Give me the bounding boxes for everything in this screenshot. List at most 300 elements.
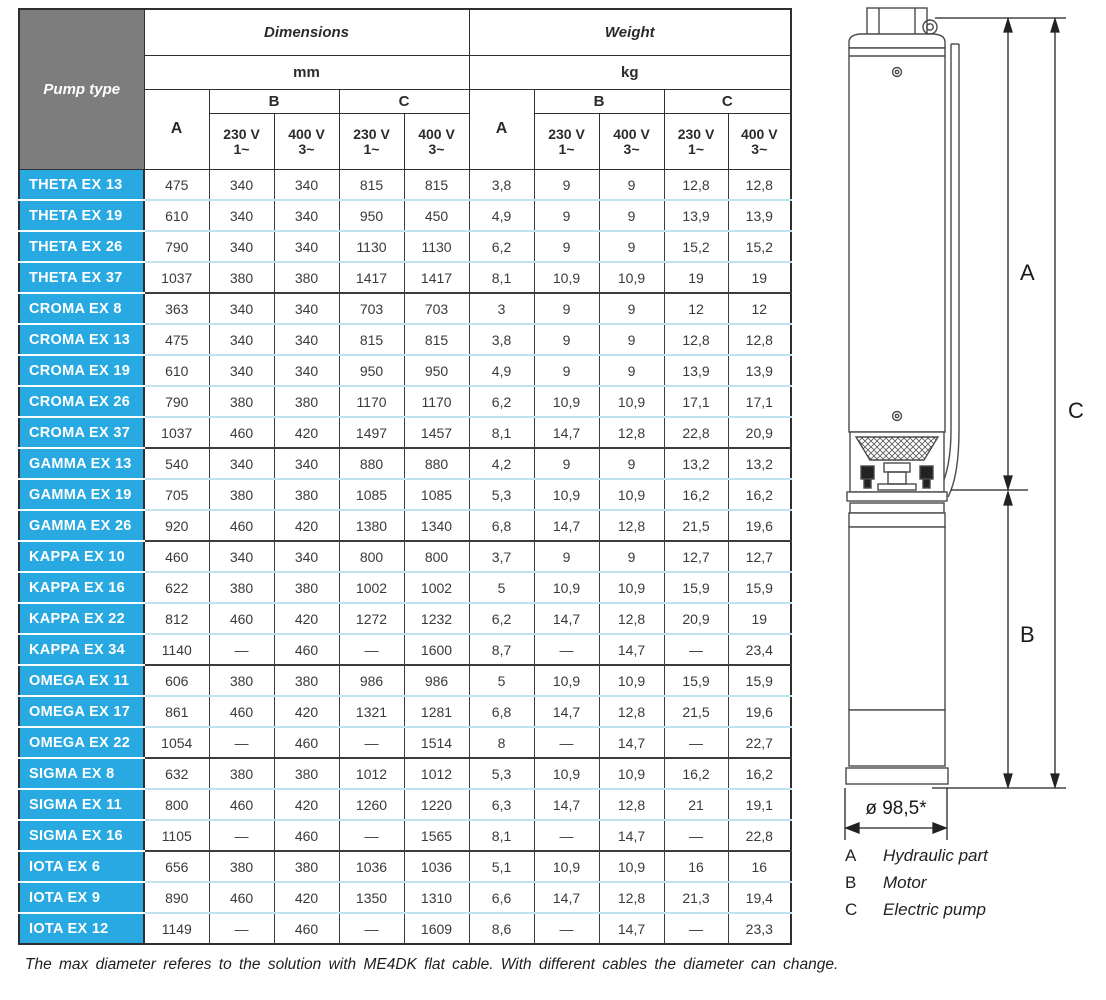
value-cell: 340 xyxy=(209,448,274,479)
value-cell: 380 xyxy=(274,665,339,696)
value-cell: 475 xyxy=(144,170,209,201)
value-cell: 15,2 xyxy=(664,231,728,262)
pump-type-cell: KAPPA EX 22 xyxy=(19,603,144,634)
value-cell: 1036 xyxy=(404,851,469,882)
table-row xyxy=(19,448,791,479)
value-cell: 12,8 xyxy=(599,789,664,820)
value-cell: 1260 xyxy=(339,789,404,820)
value-cell: 4,9 xyxy=(469,200,534,231)
value-cell: 540 xyxy=(144,448,209,479)
pump-type-cell: KAPPA EX 16 xyxy=(19,572,144,603)
value-cell: 1417 xyxy=(404,262,469,293)
value-cell: 8,6 xyxy=(469,913,534,944)
value-cell: 15,9 xyxy=(664,665,728,696)
value-cell: — xyxy=(209,913,274,944)
value-cell: 420 xyxy=(274,510,339,541)
phase-value: 1~ xyxy=(363,140,380,157)
value-cell: 986 xyxy=(339,665,404,696)
value-cell: 1321 xyxy=(339,696,404,727)
value-cell: 10,9 xyxy=(534,851,599,882)
value-cell: — xyxy=(534,634,599,665)
pump-type-cell: SIGMA EX 11 xyxy=(19,789,144,820)
value-cell: 1514 xyxy=(404,727,469,758)
pump-type-cell: OMEGA EX 22 xyxy=(19,727,144,758)
value-cell: 340 xyxy=(274,541,339,572)
value-cell: 10,9 xyxy=(599,386,664,417)
value-cell: 3,8 xyxy=(469,170,534,201)
value-cell: 16 xyxy=(664,851,728,882)
pump-type-cell: THETA EX 19 xyxy=(19,200,144,231)
value-cell: 8,1 xyxy=(469,417,534,448)
value-cell: 656 xyxy=(144,851,209,882)
value-cell: 15,9 xyxy=(664,572,728,603)
value-cell: 20,9 xyxy=(728,417,791,448)
dim-b-label: B xyxy=(1020,622,1035,647)
table-row xyxy=(19,541,791,572)
value-cell: 17,1 xyxy=(664,386,728,417)
value-cell: 19,4 xyxy=(728,882,791,913)
legend-key: C xyxy=(845,900,858,919)
value-cell: 380 xyxy=(274,851,339,882)
table-row xyxy=(19,758,791,789)
weight-a-header: A xyxy=(469,90,534,170)
value-cell: 800 xyxy=(339,541,404,572)
value-cell: 460 xyxy=(209,417,274,448)
value-cell: 622 xyxy=(144,572,209,603)
value-cell: 1130 xyxy=(404,231,469,262)
value-cell: 9 xyxy=(599,200,664,231)
value-cell: 9 xyxy=(534,355,599,386)
value-cell: 450 xyxy=(404,200,469,231)
volt-header xyxy=(274,114,339,170)
value-cell: 5,3 xyxy=(469,479,534,510)
value-cell: 12,8 xyxy=(664,170,728,201)
value-cell: 380 xyxy=(209,758,274,789)
value-cell: 920 xyxy=(144,510,209,541)
pump-body-drawing xyxy=(846,8,959,784)
value-cell: 10,9 xyxy=(534,572,599,603)
table-row xyxy=(19,170,791,201)
value-cell: 12,8 xyxy=(599,882,664,913)
pump-type-cell: GAMMA EX 13 xyxy=(19,448,144,479)
value-cell: 9 xyxy=(534,541,599,572)
value-cell: 19,6 xyxy=(728,510,791,541)
value-cell: 705 xyxy=(144,479,209,510)
value-cell: 1054 xyxy=(144,727,209,758)
phase-value: 1~ xyxy=(558,140,575,157)
value-cell: 420 xyxy=(274,603,339,634)
value-cell: — xyxy=(534,913,599,944)
value-cell: 12,7 xyxy=(728,541,791,572)
table-row xyxy=(19,572,791,603)
value-cell: 14,7 xyxy=(599,913,664,944)
table-row xyxy=(19,820,791,851)
value-cell: 815 xyxy=(404,170,469,201)
value-cell: 20,9 xyxy=(664,603,728,634)
value-cell: 380 xyxy=(209,386,274,417)
value-cell: 1037 xyxy=(144,262,209,293)
table-row xyxy=(19,355,791,386)
value-cell: 950 xyxy=(339,200,404,231)
volt-value: 230 V xyxy=(223,125,260,142)
value-cell: 4,9 xyxy=(469,355,534,386)
volt-header xyxy=(664,114,728,170)
weight-group-header: Weight xyxy=(469,9,791,56)
table-row xyxy=(19,913,791,944)
table-row xyxy=(19,603,791,634)
value-cell: 1609 xyxy=(404,913,469,944)
value-cell: 460 xyxy=(274,634,339,665)
value-cell: 1232 xyxy=(404,603,469,634)
value-cell: 1350 xyxy=(339,882,404,913)
value-cell: 610 xyxy=(144,355,209,386)
value-cell: 14,7 xyxy=(599,820,664,851)
legend-item-electric-pump xyxy=(845,896,988,923)
table-row xyxy=(19,510,791,541)
dim-c-header: C xyxy=(339,90,469,114)
dim-a-label: A xyxy=(1020,260,1035,285)
volt-value: 230 V xyxy=(353,125,390,142)
value-cell: — xyxy=(339,820,404,851)
value-cell: 1085 xyxy=(404,479,469,510)
table-row xyxy=(19,882,791,913)
value-cell: 9 xyxy=(534,448,599,479)
value-cell: 10,9 xyxy=(599,479,664,510)
value-cell: 5 xyxy=(469,572,534,603)
value-cell: 16,2 xyxy=(728,479,791,510)
value-cell: — xyxy=(339,913,404,944)
table-row xyxy=(19,200,791,231)
value-cell: 12,8 xyxy=(728,324,791,355)
value-cell: 6,2 xyxy=(469,603,534,634)
value-cell: 13,9 xyxy=(664,200,728,231)
value-cell: 23,4 xyxy=(728,634,791,665)
phase-value: 3~ xyxy=(428,140,445,157)
value-cell: 815 xyxy=(339,170,404,201)
value-cell: 380 xyxy=(274,572,339,603)
value-cell: 800 xyxy=(404,541,469,572)
value-cell: 800 xyxy=(144,789,209,820)
value-cell: 12,8 xyxy=(599,696,664,727)
value-cell: 460 xyxy=(209,789,274,820)
value-cell: 340 xyxy=(209,355,274,386)
value-cell: 12,7 xyxy=(664,541,728,572)
phase-value: 3~ xyxy=(298,140,315,157)
pump-type-cell: CROMA EX 8 xyxy=(19,293,144,324)
value-cell: 420 xyxy=(274,789,339,820)
legend-label: Hydraulic part xyxy=(883,846,988,865)
phase-value: 3~ xyxy=(623,140,640,157)
value-cell: 21,5 xyxy=(664,510,728,541)
pump-type-cell: THETA EX 26 xyxy=(19,231,144,262)
value-cell: 21,3 xyxy=(664,882,728,913)
value-cell: 1281 xyxy=(404,696,469,727)
value-cell: 340 xyxy=(209,200,274,231)
value-cell: 8,7 xyxy=(469,634,534,665)
value-cell: 6,8 xyxy=(469,696,534,727)
value-cell: 10,9 xyxy=(534,262,599,293)
volt-header xyxy=(404,114,469,170)
value-cell: — xyxy=(534,727,599,758)
value-cell: 475 xyxy=(144,324,209,355)
value-cell: 13,9 xyxy=(728,200,791,231)
value-cell: 14,7 xyxy=(534,789,599,820)
pump-type-cell: IOTA EX 12 xyxy=(19,913,144,944)
volt-value: 230 V xyxy=(548,125,585,142)
value-cell: 21 xyxy=(664,789,728,820)
value-cell: 22,8 xyxy=(664,417,728,448)
value-cell: — xyxy=(664,634,728,665)
value-cell: 15,9 xyxy=(728,665,791,696)
value-cell: 632 xyxy=(144,758,209,789)
value-cell: 5,3 xyxy=(469,758,534,789)
value-cell: 10,9 xyxy=(599,758,664,789)
table-row xyxy=(19,417,791,448)
value-cell: 14,7 xyxy=(534,882,599,913)
value-cell: 790 xyxy=(144,386,209,417)
value-cell: 1170 xyxy=(404,386,469,417)
value-cell: 10,9 xyxy=(534,758,599,789)
pump-type-header: Pump type xyxy=(19,9,144,170)
legend-item-hydraulic xyxy=(845,842,988,869)
value-cell: 10,9 xyxy=(534,665,599,696)
value-cell: 363 xyxy=(144,293,209,324)
value-cell: 9 xyxy=(599,448,664,479)
value-cell: — xyxy=(209,634,274,665)
value-cell: 3 xyxy=(469,293,534,324)
value-cell: 12,8 xyxy=(599,603,664,634)
table-row xyxy=(19,231,791,262)
table-row xyxy=(19,293,791,324)
unit-mm-header: mm xyxy=(144,56,469,90)
value-cell: 380 xyxy=(274,262,339,293)
pump-type-cell: KAPPA EX 10 xyxy=(19,541,144,572)
pump-type-cell: THETA EX 13 xyxy=(19,170,144,201)
value-cell: 4,2 xyxy=(469,448,534,479)
value-cell: 9 xyxy=(534,293,599,324)
value-cell: 1002 xyxy=(404,572,469,603)
pump-spec-table xyxy=(18,8,792,945)
table-row xyxy=(19,324,791,355)
pump-type-cell: KAPPA EX 34 xyxy=(19,634,144,665)
value-cell: — xyxy=(339,634,404,665)
value-cell: 9 xyxy=(599,293,664,324)
value-cell: 19,1 xyxy=(728,789,791,820)
value-cell: 19,6 xyxy=(728,696,791,727)
value-cell: 8 xyxy=(469,727,534,758)
value-cell: 340 xyxy=(209,231,274,262)
table-row xyxy=(19,634,791,665)
value-cell: 340 xyxy=(209,541,274,572)
value-cell: 9 xyxy=(534,324,599,355)
value-cell: 420 xyxy=(274,417,339,448)
pump-type-cell: SIGMA EX 8 xyxy=(19,758,144,789)
value-cell: 13,2 xyxy=(728,448,791,479)
value-cell: 380 xyxy=(209,851,274,882)
value-cell: 703 xyxy=(339,293,404,324)
value-cell: — xyxy=(209,727,274,758)
dim-b-header: B xyxy=(209,90,339,114)
pump-type-cell: SIGMA EX 16 xyxy=(19,820,144,851)
value-cell: 790 xyxy=(144,231,209,262)
value-cell: 1310 xyxy=(404,882,469,913)
value-cell: 19 xyxy=(728,262,791,293)
volt-header xyxy=(599,114,664,170)
value-cell: 1105 xyxy=(144,820,209,851)
value-cell: 1012 xyxy=(404,758,469,789)
value-cell: 340 xyxy=(209,324,274,355)
pump-type-cell: OMEGA EX 11 xyxy=(19,665,144,696)
diameter-label: ø 98,5* xyxy=(865,798,927,819)
dim-a-header: A xyxy=(144,90,209,170)
value-cell: 812 xyxy=(144,603,209,634)
value-cell: 19 xyxy=(728,603,791,634)
value-cell: 880 xyxy=(404,448,469,479)
value-cell: — xyxy=(534,820,599,851)
table-row xyxy=(19,727,791,758)
volt-value: 400 V xyxy=(740,125,778,142)
value-cell: 380 xyxy=(274,386,339,417)
value-cell: 9 xyxy=(534,170,599,201)
value-cell: 12,8 xyxy=(599,510,664,541)
value-cell: 1036 xyxy=(339,851,404,882)
value-cell: 950 xyxy=(339,355,404,386)
value-cell: 606 xyxy=(144,665,209,696)
value-cell: 1380 xyxy=(339,510,404,541)
value-cell: 14,7 xyxy=(534,696,599,727)
volt-header xyxy=(209,114,274,170)
value-cell: 6,2 xyxy=(469,386,534,417)
value-cell: 420 xyxy=(274,882,339,913)
value-cell: 1272 xyxy=(339,603,404,634)
value-cell: 420 xyxy=(274,696,339,727)
value-cell: 460 xyxy=(209,882,274,913)
value-cell: — xyxy=(339,727,404,758)
value-cell: 1417 xyxy=(339,262,404,293)
value-cell: 380 xyxy=(209,479,274,510)
weight-b-header: B xyxy=(534,90,664,114)
value-cell: 1149 xyxy=(144,913,209,944)
value-cell: 1012 xyxy=(339,758,404,789)
value-cell: 9 xyxy=(599,541,664,572)
volt-value: 400 V xyxy=(288,125,325,142)
value-cell: 12 xyxy=(664,293,728,324)
table-row xyxy=(19,262,791,293)
value-cell: 13,9 xyxy=(664,355,728,386)
legend-label: Motor xyxy=(883,873,927,892)
value-cell: 12,8 xyxy=(728,170,791,201)
value-cell: 14,7 xyxy=(599,634,664,665)
value-cell: 9 xyxy=(599,324,664,355)
value-cell: 23,3 xyxy=(728,913,791,944)
value-cell: 890 xyxy=(144,882,209,913)
dimensions-group-header: Dimensions xyxy=(144,9,469,56)
value-cell: 15,2 xyxy=(728,231,791,262)
value-cell: 380 xyxy=(274,758,339,789)
value-cell: — xyxy=(209,820,274,851)
value-cell: 340 xyxy=(209,170,274,201)
value-cell: 6,3 xyxy=(469,789,534,820)
volt-value: 400 V xyxy=(613,125,650,142)
pump-type-cell: CROMA EX 37 xyxy=(19,417,144,448)
pump-type-cell: GAMMA EX 19 xyxy=(19,479,144,510)
value-cell: 12,8 xyxy=(664,324,728,355)
value-cell: — xyxy=(664,913,728,944)
value-cell: 1002 xyxy=(339,572,404,603)
value-cell: 6,6 xyxy=(469,882,534,913)
value-cell: 16,2 xyxy=(664,479,728,510)
table-row xyxy=(19,696,791,727)
value-cell: 1457 xyxy=(404,417,469,448)
legend-key: A xyxy=(845,846,857,865)
value-cell: 815 xyxy=(404,324,469,355)
value-cell: 340 xyxy=(274,448,339,479)
value-cell: 1130 xyxy=(339,231,404,262)
value-cell: 3,8 xyxy=(469,324,534,355)
value-cell: 1170 xyxy=(339,386,404,417)
value-cell: 16 xyxy=(728,851,791,882)
value-cell: 460 xyxy=(274,913,339,944)
value-cell: 12,8 xyxy=(599,417,664,448)
value-cell: 861 xyxy=(144,696,209,727)
value-cell: 1497 xyxy=(339,417,404,448)
value-cell: 22,8 xyxy=(728,820,791,851)
value-cell: 9 xyxy=(599,231,664,262)
value-cell: 610 xyxy=(144,200,209,231)
phase-value: 1~ xyxy=(688,140,704,157)
value-cell: 8,1 xyxy=(469,262,534,293)
value-cell: 6,2 xyxy=(469,231,534,262)
value-cell: 8,1 xyxy=(469,820,534,851)
value-cell: 14,7 xyxy=(534,510,599,541)
pump-type-cell: OMEGA EX 17 xyxy=(19,696,144,727)
value-cell: 460 xyxy=(144,541,209,572)
value-cell: 1565 xyxy=(404,820,469,851)
table-header xyxy=(19,9,791,170)
value-cell: 460 xyxy=(209,510,274,541)
value-cell: 5 xyxy=(469,665,534,696)
value-cell: 5,1 xyxy=(469,851,534,882)
legend-key: B xyxy=(845,873,857,892)
volt-header xyxy=(728,114,791,170)
value-cell: 1600 xyxy=(404,634,469,665)
unit-kg-header: kg xyxy=(469,56,791,90)
table-row xyxy=(19,386,791,417)
phase-value: 1~ xyxy=(233,140,250,157)
value-cell: 15,9 xyxy=(728,572,791,603)
table-row xyxy=(19,851,791,882)
value-cell: 22,7 xyxy=(728,727,791,758)
value-cell: 10,9 xyxy=(534,386,599,417)
pump-table-body xyxy=(19,170,791,945)
value-cell: 16,2 xyxy=(664,758,728,789)
dim-c-label: C xyxy=(1068,398,1084,423)
value-cell: 13,9 xyxy=(728,355,791,386)
table-row xyxy=(19,665,791,696)
value-cell: 380 xyxy=(209,262,274,293)
value-cell: 340 xyxy=(274,355,339,386)
value-cell: 13,2 xyxy=(664,448,728,479)
value-cell: 17,1 xyxy=(728,386,791,417)
value-cell: 340 xyxy=(274,293,339,324)
value-cell: 380 xyxy=(209,572,274,603)
value-cell: — xyxy=(664,820,728,851)
legend-item-motor xyxy=(845,869,988,896)
footnote: The max diameter referes to the solution with ME4DK flat cable. With different cables the diameter can change. xyxy=(25,956,839,973)
pump-type-cell: CROMA EX 19 xyxy=(19,355,144,386)
value-cell: 16,2 xyxy=(728,758,791,789)
value-cell: — xyxy=(664,727,728,758)
